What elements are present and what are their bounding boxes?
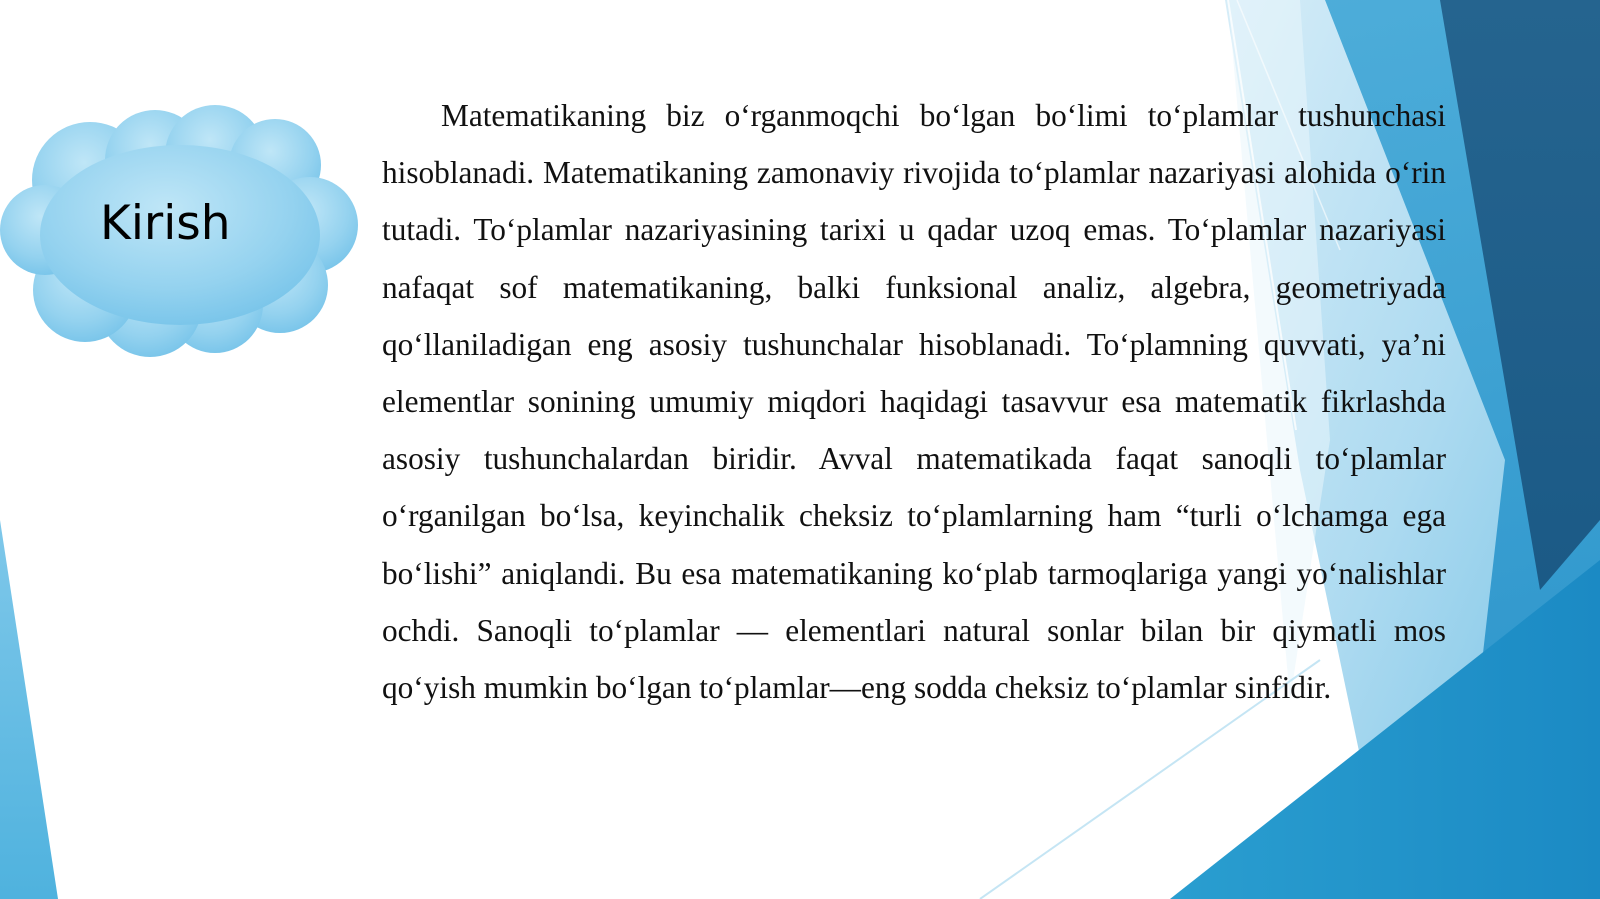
left-accent-shape: [0, 520, 58, 899]
body-paragraph: Matematikaning biz o‘rganmoqchi bo‘lgan bo‘limi to‘plamlar tushunchasi hisoblanadi. Matematikaning zamonaviy rivojida to‘plamlar nazariyasi alohida o‘rin tutadi. To‘plamlar nazariyasining tarixi u qadar uzoq emas. To‘plamlar nazariyasi nafaqat sof matematikaning, balki funksional analiz, algebra, geometriyada qo‘llaniladigan eng asosiy tushunchalar hisoblanadi. To‘plamning quvvati, ya’ni elementlar sonining umumiy miqdori haqidagi tasavvur esa matematik fikrlashda asosiy tushunchalardan biridir. Avval matematikada faqat sanoqli to‘plamlar o‘rganilgan bo‘lsa, keyinchalik cheksiz to‘plamlarning ham “turli o‘lchamga ega bo‘lishi” aniqlandi. Bu esa matematikaning ko‘plab tarmoqlariga yangi yo‘nalishlar ochdi. Sanoqli to‘plamlar — elementlari natural sonlar bilan bir qiymatli mos qo‘yish mumkin bo‘lgan to‘plamlar—eng sodda cheksiz to‘plamlar sinfidir.: [382, 98, 1446, 706]
slide-title: Kirish: [100, 196, 231, 251]
title-cloud: [0, 100, 360, 365]
